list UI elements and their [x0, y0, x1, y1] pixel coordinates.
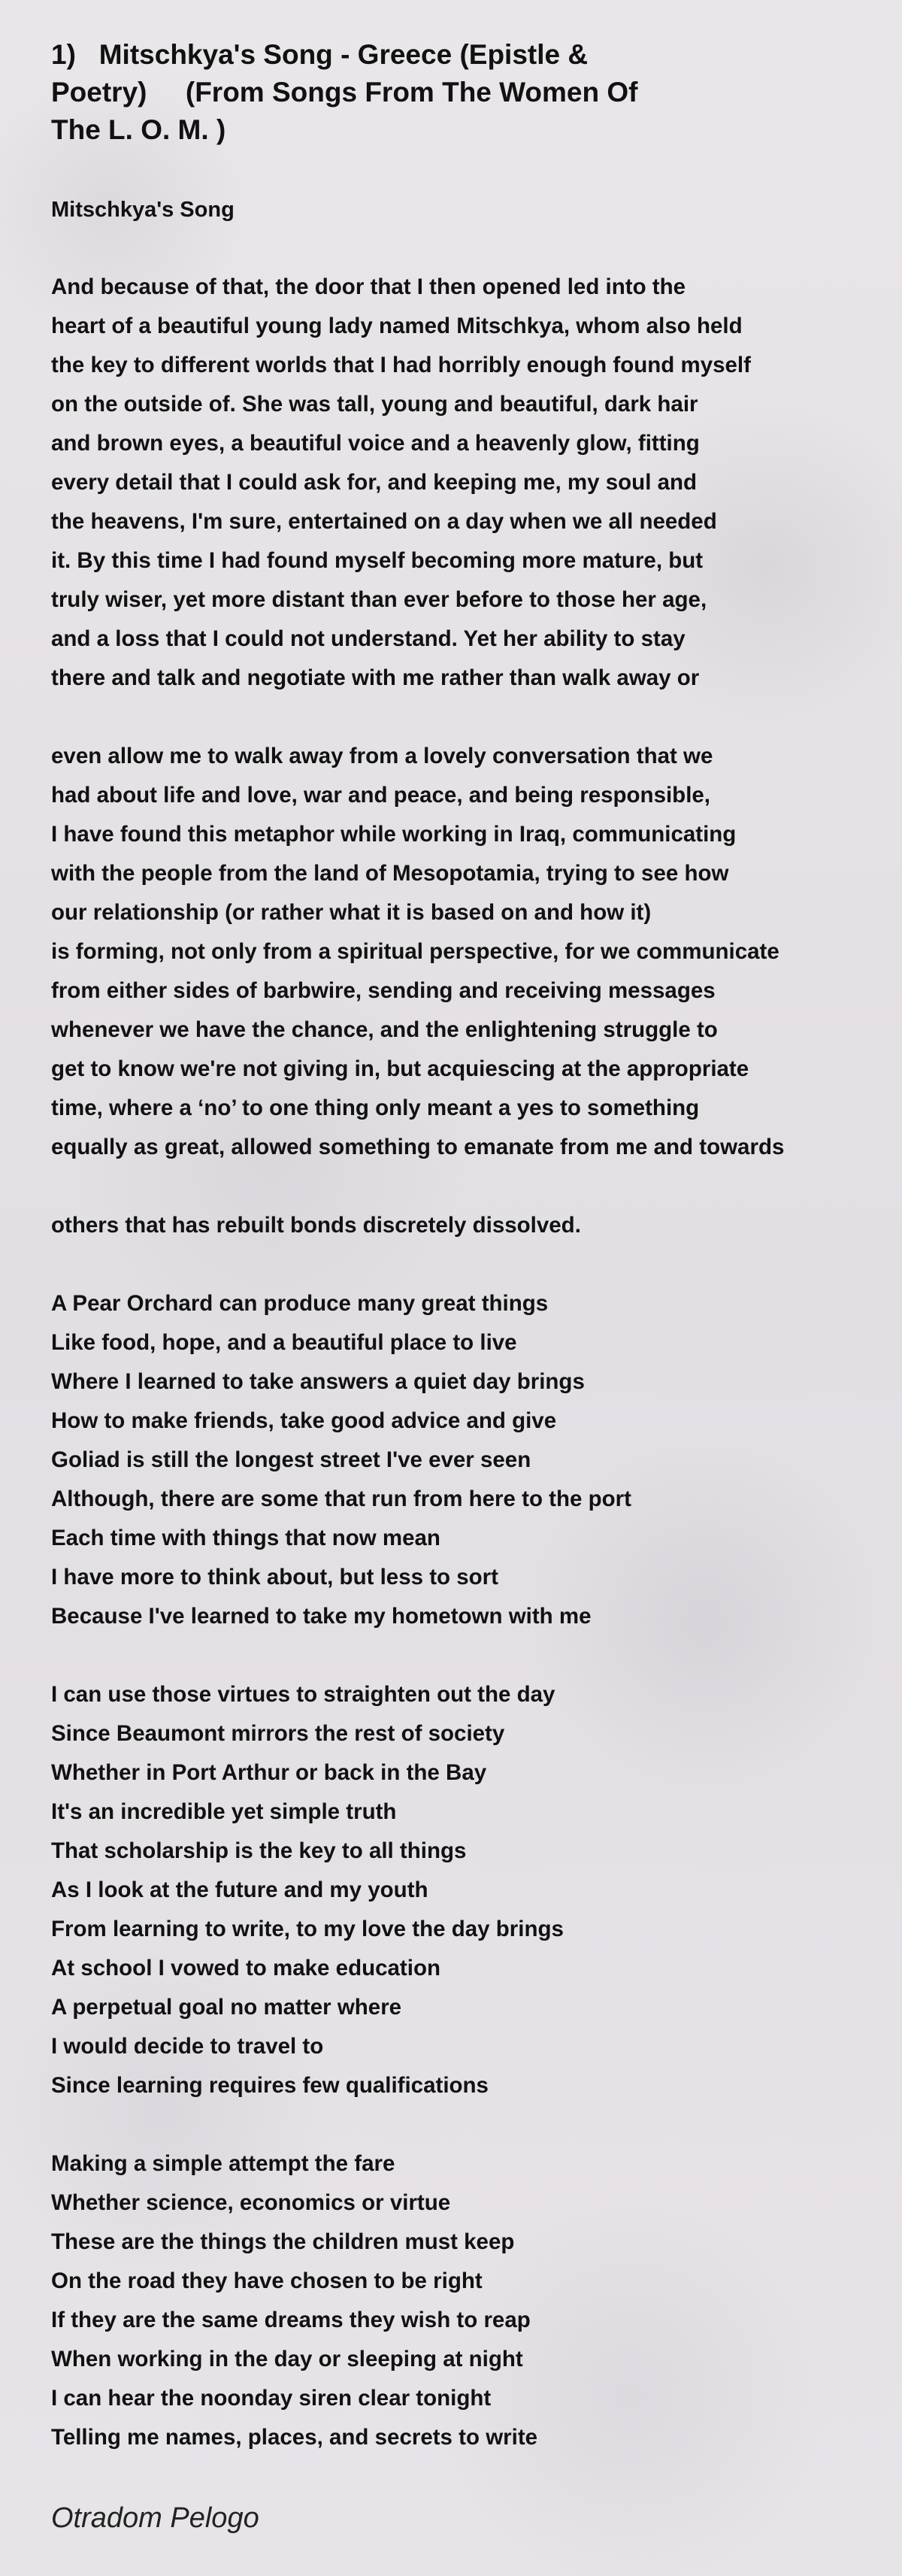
poem-line: time, where a ‘no’ to one thing only meant a yes to something [51, 1096, 700, 1120]
poem-body [51, 268, 878, 2457]
stanza-break [51, 1167, 878, 1206]
poem-subtitle: Mitschkya's Song [51, 198, 235, 222]
poem-line: I have more to think about, but less to sort [51, 1565, 498, 1590]
poem-line: others that has rebuilt bonds discretely dissolved. [51, 1213, 581, 1238]
poem-line: At school I vowed to make education [51, 1956, 440, 1980]
poem-line: every detail that I could ask for, and keeping me, my soul and [51, 470, 698, 495]
poem-line: and brown eyes, a beautiful voice and a heavenly glow, fitting [51, 431, 700, 456]
poem-line: from either sides of barbwire, sending and receiving messages [51, 978, 716, 1003]
poem-line: From learning to write, to my love the day brings [51, 1917, 564, 1941]
poem-title-line: Poetry) (From Songs From The Women Of [51, 77, 638, 108]
poem-line: the heavens, I'm sure, entertained on a day when we all needed [51, 509, 717, 534]
poem-line: Making a simple attempt the fare [51, 2151, 395, 2176]
poem-stanza [51, 268, 878, 698]
poem-line: Because I've learned to take my hometown with me [51, 1604, 592, 1629]
poem-line: I have found this metaphor while working in Iraq, communicating [51, 822, 737, 847]
poem-line: our relationship (or rather what it is based on and how it) [51, 900, 652, 925]
poem-stanza [51, 1284, 878, 1636]
poem-line: How to make friends, take good advice and give [51, 1408, 557, 1433]
poem-line: equally as great, allowed something to emanate from me and towards [51, 1135, 785, 1159]
poem-line: truly wiser, yet more distant than ever before to those her age, [51, 587, 707, 612]
poem-line: Like food, hope, and a beautiful place to live [51, 1330, 517, 1355]
poem-line: These are the things the children must keep [51, 2229, 515, 2254]
poem-line: A Pear Orchard can produce many great things [51, 1291, 549, 1316]
poem-line: Although, there are some that run from here to the port [51, 1487, 631, 1511]
poem-line: Since learning requires few qualifications [51, 2073, 489, 2098]
poem-line: on the outside of. She was tall, young and beautiful, dark hair [51, 392, 698, 417]
poem-line: I would decide to travel to [51, 2034, 324, 2059]
poem-line: the key to different worlds that I had horribly enough found myself [51, 353, 751, 377]
poem-line: That scholarship is the key to all things [51, 1838, 467, 1863]
poem-line: And because of that, the door that I then opened led into the [51, 274, 686, 299]
poem-line: Since Beaumont mirrors the rest of society [51, 1721, 505, 1746]
stanza-break [51, 1636, 878, 1675]
poem-line: I can hear the noonday siren clear tonight [51, 2386, 492, 2411]
poem-line: I can use those virtues to straighten out the day [51, 1682, 555, 1707]
stanza-break [51, 2105, 878, 2144]
poem-line: Whether science, economics or virtue [51, 2190, 451, 2215]
poem-line: Whether in Port Arthur or back in the Bay [51, 1760, 487, 1785]
poem-title [51, 36, 863, 149]
poem-line: with the people from the land of Mesopotamia, trying to see how [51, 861, 729, 886]
poem-line: had about life and love, war and peace, and being responsible, [51, 783, 710, 808]
poem-line: Goliad is still the longest street I've ever seen [51, 1447, 531, 1472]
poem-line: heart of a beautiful young lady named Mitschkya, whom also held [51, 314, 743, 338]
poem-author: Otradom Pelogo [51, 2502, 259, 2534]
poem-stanza [51, 2144, 878, 2457]
poem-line: A perpetual goal no matter where [51, 1995, 402, 2020]
poem-line: Telling me names, places, and secrets to write [51, 2425, 538, 2450]
poem-line: there and talk and negotiate with me rather than walk away or [51, 665, 700, 690]
poem-line: Each time with things that now mean [51, 1526, 440, 1550]
poem-line: whenever we have the chance, and the enlightening struggle to [51, 1017, 718, 1042]
poem-stanza [51, 737, 878, 1167]
poem-line: Where I learned to take answers a quiet day brings [51, 1369, 585, 1394]
poem-line: It's an incredible yet simple truth [51, 1799, 397, 1824]
poem-line: it. By this time I had found myself becoming more mature, but [51, 548, 704, 573]
poem-line: When working in the day or sleeping at night [51, 2347, 523, 2371]
poem-title-line: The L. O. M. ) [51, 114, 226, 145]
poem-title-line: 1) Mitschkya's Song - Greece (Epistle & [51, 39, 589, 70]
poem-line: As I look at the future and my youth [51, 1877, 428, 1902]
stanza-break [51, 698, 878, 737]
poem-line: and a loss that I could not understand. Yet her ability to stay [51, 626, 686, 651]
poem-line: If they are the same dreams they wish to reap [51, 2308, 531, 2332]
poem-line: get to know we're not giving in, but acquiescing at the appropriate [51, 1056, 749, 1081]
stanza-break [51, 1245, 878, 1284]
poem-stanza [51, 1206, 878, 1245]
poem-line: even allow me to walk away from a lovely conversation that we [51, 744, 713, 768]
poem-line: is forming, not only from a spiritual perspective, for we communicate [51, 939, 779, 964]
poem-stanza [51, 1675, 878, 2105]
poem-line: On the road they have chosen to be right [51, 2268, 483, 2293]
